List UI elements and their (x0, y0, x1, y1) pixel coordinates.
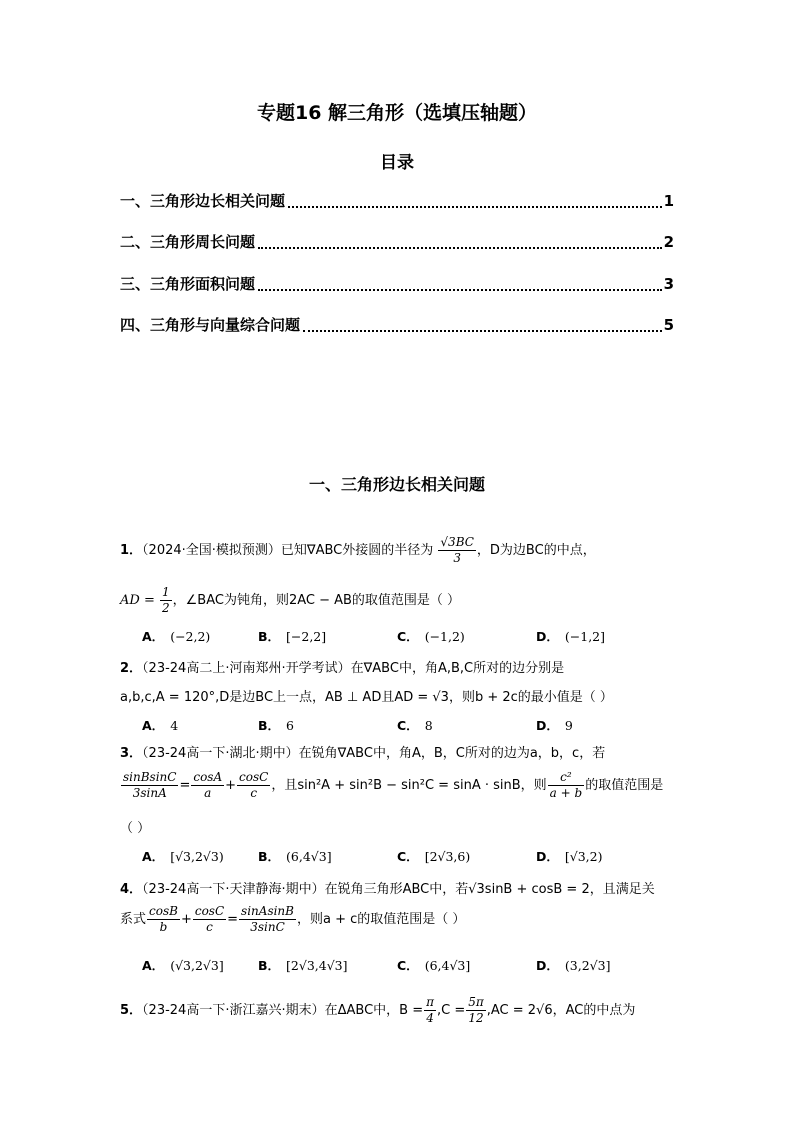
option-c[interactable] (397, 627, 465, 645)
option-value: (−2,2) (170, 629, 211, 644)
toc-item-page: 3 (663, 275, 674, 293)
option-value: [2√3,6) (424, 849, 471, 864)
toc-item-label: 三、三角形面积问题 (120, 275, 256, 293)
fraction-denominator: 3sinA (132, 786, 167, 800)
fraction-numerator: 5π (468, 995, 484, 1009)
option-value: 4 (170, 718, 179, 733)
toc-leader-dots (258, 288, 662, 291)
question-1-line-1 (120, 535, 596, 566)
option-value: (−1,2] (564, 629, 605, 644)
option-b[interactable] (258, 956, 348, 974)
fraction-denominator: 2 (161, 601, 170, 615)
toc-heading: 目录 (380, 153, 414, 173)
fraction (239, 904, 296, 935)
question-source: （23-24高一下·天津静海·期中） (142, 882, 325, 897)
question-source: （2024·全国·模拟预测） (142, 543, 281, 558)
option-value: (6,4√3] (286, 849, 332, 864)
fraction-denominator: c (250, 786, 258, 800)
option-d[interactable] (536, 627, 605, 645)
fraction-denominator: 12 (468, 1011, 484, 1025)
option-d[interactable] (536, 956, 610, 974)
option-value: [2√3,4√3] (286, 958, 348, 973)
toc-item[interactable] (120, 314, 674, 336)
toc-item-label: 一、三角形边长相关问题 (120, 192, 286, 210)
fraction (121, 770, 178, 801)
question-text: AD = (120, 593, 155, 608)
question-text: ，则a + c的取值范围是（ ） (296, 912, 466, 927)
fraction-numerator: cosC (194, 904, 225, 918)
option-value: [−2,2] (286, 629, 327, 644)
fraction (193, 904, 226, 935)
question-text: ,C = (436, 1003, 466, 1018)
option-c[interactable] (397, 716, 433, 734)
fraction (424, 995, 436, 1026)
fraction-numerator: π (426, 995, 434, 1009)
question-3-line-3 (120, 817, 150, 836)
option-label: C． (397, 629, 419, 644)
question-number: 5． (120, 1003, 143, 1018)
toc-item-label: 四、三角形与向量综合问题 (120, 316, 301, 334)
option-d[interactable] (536, 847, 603, 865)
option-a[interactable] (142, 627, 210, 645)
question-2-line-2 (120, 686, 613, 705)
fraction (548, 770, 585, 801)
fraction-numerator: cosA (193, 770, 223, 784)
option-label: C． (397, 958, 419, 973)
fraction (191, 770, 224, 801)
question-text: 在∇ABC中，角A,B,C所对的边分别是 (350, 661, 565, 676)
toc-item[interactable] (120, 231, 674, 253)
option-label: A． (142, 958, 165, 973)
option-value: [√3,2√3) (170, 849, 224, 864)
question-4-line-1 (120, 878, 655, 897)
fraction-numerator: √3BC (440, 535, 474, 549)
page-title: 专题16 解三角形（选填压轴题） (256, 102, 538, 124)
question-text: 在锐角三角形ABC中，若√3sinB + cosB = 2，且满足关 (324, 882, 655, 897)
fraction-numerator: sinAsinB (241, 904, 294, 918)
fraction-denominator: c (206, 920, 213, 934)
question-text: 在锐角∇ABC中，角A，B，C所对的边为a，b，c，若 (298, 746, 606, 761)
question-4-line-2: 系式 $\frac{\cos B}{b}$ + $\frac{\cos C}{c}$ = $\frac{\text{sinAsinB}}{3\sin C}$ ，则a + c的取值范围是（ ） (120, 904, 466, 934)
option-b[interactable] (258, 716, 294, 734)
question-5-line-1 (120, 995, 635, 1026)
question-text: ,AC = 2√6，AC的中点为 (486, 1003, 636, 1018)
option-value: (−1,2) (424, 629, 465, 644)
option-label: D． (536, 718, 559, 733)
option-label: B． (258, 629, 281, 644)
question-3-line-2: $\frac{\text{sinBsinC}}{3\sin A}$ = $\frac{\cos A}{a}$ + $\frac{\cos C}{c}$ ，且sin²A + sin²B − sin²C = sinA · sinB，则 $\frac{\text{c²}}{a + b}$ 的取值范围是 (123, 770, 664, 800)
option-label: D． (536, 849, 559, 864)
fraction-denominator: 3 (453, 551, 461, 565)
option-value: [√3,2) (564, 849, 603, 864)
option-label: A． (142, 629, 165, 644)
question-number: 2． (120, 661, 143, 676)
fraction-denominator: 3sinC (250, 920, 285, 934)
option-value: (3,2√3] (564, 958, 611, 973)
option-value: (√3,2√3] (170, 958, 224, 973)
option-label: D． (536, 958, 559, 973)
question-3-line-1 (120, 742, 605, 761)
option-b[interactable] (258, 627, 326, 645)
question-source: （23-24高一下·浙江嘉兴·期末） (142, 1003, 325, 1018)
fraction-denominator: a (204, 786, 212, 800)
option-b[interactable] (258, 847, 332, 865)
fraction-numerator: cosB (149, 904, 178, 918)
toc-item[interactable] (120, 190, 674, 212)
fraction-denominator: b (159, 920, 168, 934)
option-value: 6 (286, 718, 294, 733)
question-1-line-2 (120, 585, 460, 616)
fraction-denominator: a + b (549, 786, 583, 800)
question-text: （ ） (120, 821, 151, 836)
toc-item-page: 2 (663, 233, 674, 251)
question-text: 系式 (120, 912, 147, 927)
section-heading: 一、三角形边长相关问题 (308, 475, 485, 494)
fraction (237, 770, 270, 801)
option-c[interactable] (397, 847, 470, 865)
toc-item[interactable] (120, 273, 674, 295)
question-text: a,b,c,A = 120°,D是边BC上一点，AB ⊥ AD且AD = √3，则b + 2c的最小值是（ ） (120, 690, 613, 705)
toc-leader-dots (303, 329, 662, 332)
toc-leader-dots (288, 205, 662, 208)
question-text: ，∠BAC为钝角，则2AC − AB的取值范围是（ ） (172, 593, 461, 608)
toc-item-page: 5 (663, 316, 674, 334)
option-label: B． (258, 958, 281, 973)
option-label: B． (258, 718, 281, 733)
question-text: ，且sin²A + sin²B − sin²C = sinA · sinB，则 (271, 778, 547, 793)
question-text: 已知∇ABC外接圆的半径为 (280, 543, 434, 558)
option-label: B． (258, 849, 281, 864)
fraction-numerator: c² (548, 770, 585, 786)
fraction (147, 904, 180, 935)
fraction-denominator: 4 (426, 1011, 434, 1025)
option-value: (6,4√3] (424, 958, 471, 973)
option-label: D． (536, 629, 559, 644)
fraction (466, 995, 486, 1026)
question-source: （23-24高一下·湖北·期中） (142, 746, 299, 761)
question-source: （23-24高二上·河南郑州·开学考试） (142, 661, 351, 676)
option-value: 9 (564, 718, 573, 733)
option-a[interactable] (142, 956, 224, 974)
option-label: A． (142, 718, 165, 733)
question-number: 1． (120, 543, 143, 558)
question-text: 的取值范围是 (585, 778, 664, 793)
question-number: 3． (120, 746, 143, 761)
option-d[interactable] (536, 716, 573, 734)
fraction-numerator: sinBsinC (123, 770, 177, 784)
option-label: C． (397, 718, 419, 733)
fraction (160, 585, 172, 616)
question-text: ，D为边BC的中点， (476, 543, 596, 558)
question-2-line-1 (120, 657, 564, 676)
fraction (438, 535, 476, 566)
question-text: 在ΔABC中，B = (324, 1003, 424, 1018)
option-label: A． (142, 849, 165, 864)
option-value: 8 (424, 718, 433, 733)
fraction-numerator: 1 (161, 585, 170, 599)
option-a[interactable] (142, 847, 224, 865)
toc-item-page: 1 (663, 192, 674, 210)
question-number: 4． (120, 882, 143, 897)
toc-leader-dots (258, 246, 662, 249)
fraction-numerator: cosC (239, 770, 269, 784)
toc-item-label: 二、三角形周长问题 (120, 233, 256, 251)
option-a[interactable] (142, 716, 178, 734)
option-label: C． (397, 849, 419, 864)
option-c[interactable] (397, 956, 470, 974)
